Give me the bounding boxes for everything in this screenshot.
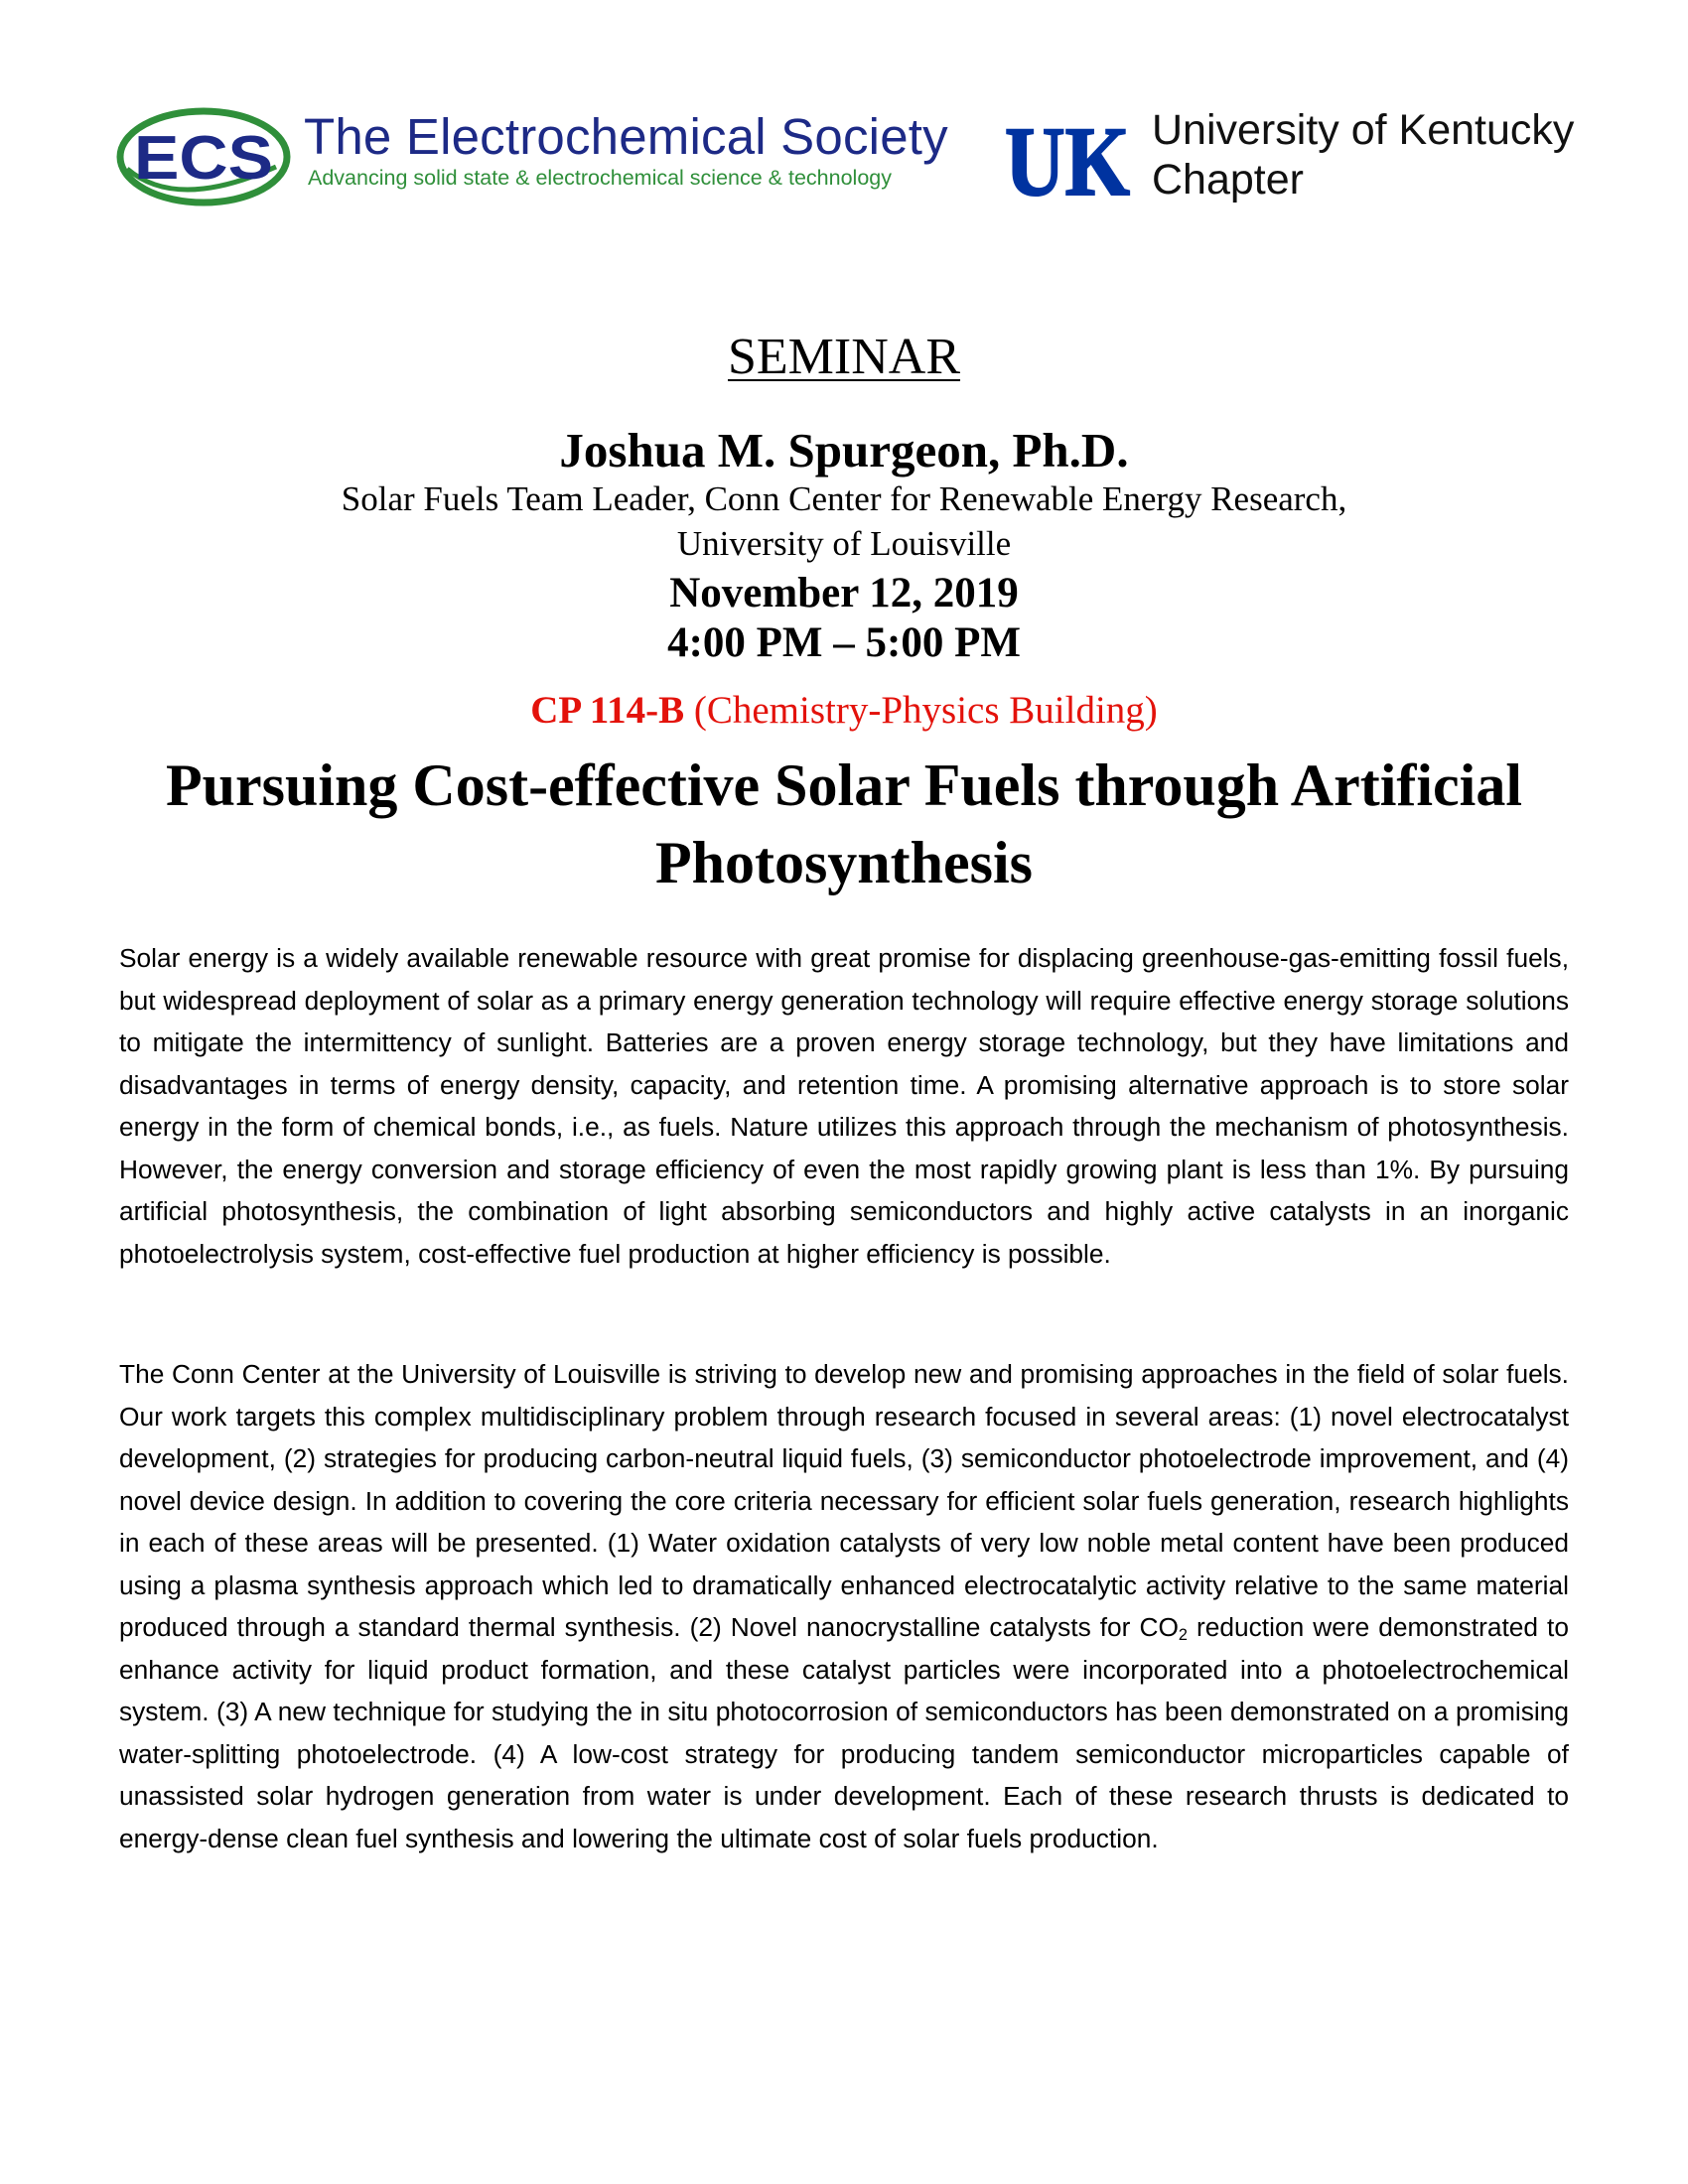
ecs-logo [117, 99, 948, 213]
abstract-paragraph-2-part1: The Conn Center at the University of Louisville is striving to develop new and promising approaches in the field of solar fuels. Our work targets this complex multidisciplinary problem through research focused in several areas: (1) novel electrocatalyst development, (2) strategies for producing carbon-neutral liquid fuels, (3) semiconductor photoelectrode improvement, and (4) novel device design. In addition to covering the core criteria necessary for efficient solar fuels generation, research highlights in each of these areas will be presented. (1) Water oxidation catalysts of very low noble metal content have been produced using a plasma synthesis approach which led to dramatically enhanced electrocatalytic activity relative to the same material produced through a standard thermal synthesis. (2) Novel nanocrystalline catalysts for CO [119, 1359, 1569, 1642]
seminar-heading: SEMINAR [727, 329, 961, 385]
uk-logo [1003, 99, 1575, 216]
location-room: CP 114-B [530, 689, 685, 732]
uk-chapter-name [1152, 105, 1574, 205]
ecs-badge-icon [117, 107, 291, 206]
ecs-name: The Electrochemical Society [304, 108, 948, 165]
ecs-mark-text: ECS [134, 124, 273, 193]
event-date: November 12, 2019 [669, 570, 1019, 616]
talk-title: Pursuing Cost-effective Solar Fuels through Artificial Photosynthesis [166, 752, 1522, 895]
ecs-tagline: Advancing solid state & electrochemical science & technology [308, 166, 892, 190]
abstract-paragraph-2 [119, 1353, 1569, 1859]
abstract-paragraph-2-part2: reduction were demonstrated to enhance activity for liquid product formation, and these catalyst particles were incorporated into a photoelectrochemical system. (3) A new technique for studying the in situ photocorrosion of semiconductors has been demonstrated on a promising water-splitting photoelectrode. (4) A low-cost strategy for producing tandem semiconductor microparticles capable of unassisted solar hydrogen generation from water is under development. Each of these research thrusts is dedicated to energy-dense clean fuel synthesis and lowering the ultimate cost of solar fuels production. [119, 1612, 1569, 1853]
speaker-affiliation-line1: Solar Fuels Team Leader, Conn Center for Renewable Energy Research, [341, 479, 1347, 518]
co2-subscript: 2 [1178, 1626, 1188, 1645]
speaker-affiliation-line2: University of Louisville [676, 524, 1012, 563]
uk-mark-icon [1003, 106, 1132, 216]
uk-line1: University of Kentucky [1152, 106, 1575, 154]
uk-line2: Chapter [1152, 156, 1304, 204]
abstract-paragraph-1: Solar energy is a widely available renewable resource with great promise for displacing greenhouse-gas-emitting fossil fuels, but widespread deployment of solar as a primary energy generation technology will require effective energy storage solutions to mitigate the intermittency of sunlight. Batteries are a proven energy storage technology, but they have limitations and disadvantages in terms of energy density, capacity, and retention time. A promising alternative approach is to store solar energy in the form of chemical bonds, i.e., as fuels. Nature utilizes this approach through the mechanism of photosynthesis. However, the energy conversion and storage efficiency of even the most rapidly growing plant is less than 1%. By pursuing artificial photosynthesis, the combination of light absorbing semiconductors and highly active catalysts in an inorganic photoelectrolysis system, cost-effective fuel production at higher efficiency is possible. [119, 943, 1569, 1269]
event-time: 4:00 PM – 5:00 PM [667, 619, 1021, 666]
location-building: (Chemistry-Physics Building) [693, 689, 1158, 732]
uk-mark-text: UK [1005, 106, 1130, 216]
event-location [0, 688, 1688, 733]
speaker-name: Joshua M. Spurgeon, Ph.D. [559, 423, 1129, 478]
